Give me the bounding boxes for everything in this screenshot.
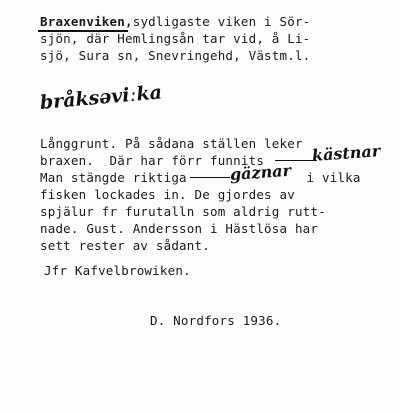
header-line-3: sjö, Sura sn, Snevringehd, Västm.l. xyxy=(40,48,311,63)
signature: D. Nordfors 1936. xyxy=(150,313,282,328)
body-line-6: nade. Gust. Andersson i Hästlösa har xyxy=(40,221,319,236)
strikeout-riktiga xyxy=(190,177,230,178)
header-line-2: sjön, där Hemlingsån tar vid, å Li- xyxy=(40,31,311,46)
body-line-1: Långgrunt. På sådana ställen leker xyxy=(40,136,303,151)
body-line-3-b: i vilka xyxy=(298,170,361,185)
see-also: Jfr Kafvelbrowiken. xyxy=(44,263,191,278)
handwritten-pronunciation: bråksəviːka xyxy=(39,81,163,114)
body-line-3-a: Man stängde riktiga xyxy=(40,170,187,185)
body-line-2-text: braxen. Där har förr funnits xyxy=(40,153,265,168)
headword: Braxenviken, xyxy=(40,14,133,29)
body-line-4: fisken lockades in. De gjordes av xyxy=(40,187,295,202)
body-line-5: spjälur fr furutalln som aldrig rutt- xyxy=(40,204,326,219)
header-line-1-rest: sydligaste viken i Sör- xyxy=(132,14,311,29)
handwritten-correction-1: kästnar xyxy=(311,141,381,165)
header-line-1 xyxy=(40,14,310,29)
handwritten-correction-2: gäznar xyxy=(229,160,292,184)
body-line-7: sett rester av sådant. xyxy=(40,238,210,253)
